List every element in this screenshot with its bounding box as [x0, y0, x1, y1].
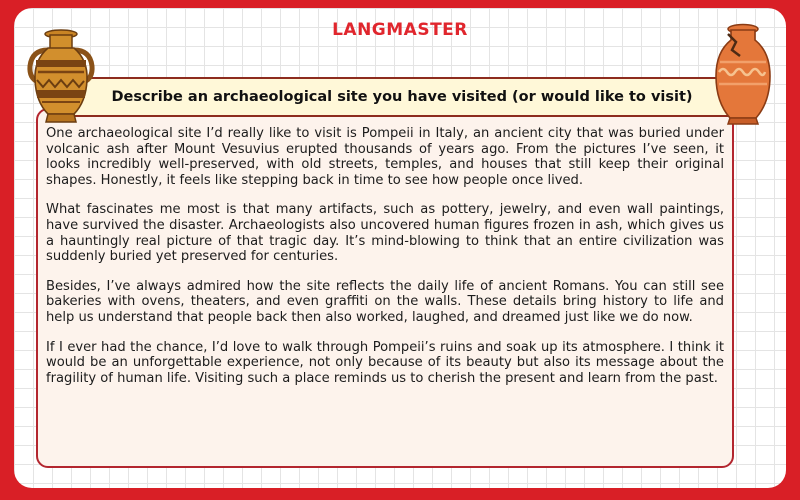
paragraph-3: Besides, I’ve always admired how the site reflects the daily life of ancient Romans. You can still see bakeries with ovens, theaters, and even graffiti on the walls. These details bring history to life and help us understand that people back then also worked, laughed, and dreamed just like we do now. [46, 278, 724, 325]
brand-logo: LANGMASTER [332, 20, 468, 40]
terracotta-vase-icon [706, 22, 780, 126]
answer-body [46, 126, 724, 400]
paragraph-2: What fascinates me most is that many artifacts, such as pottery, jewelry, and even wall paintings, have survived the disaster. Archaeologists also uncovered human figures frozen in ash, which gives us a hauntingly real picture of that tragic day. It’s mind-blowing to think that an entire civilization was suddenly buried yet preserved for centuries. [46, 202, 724, 265]
paragraph-4: If I ever had the chance, I’d love to walk through Pompeii’s ruins and soak up its atmosphere. I think it would be an unforgettable experience, not only because of its beauty but also its message about the fragility of human life. Visiting such a place reminds us to cherish the present and learn from the past. [46, 339, 724, 386]
paragraph-1: One archaeological site I’d really like to visit is Pompeii in Italy, an ancient city that was buried under volcanic ash after Mount Vesuvius erupted thousands of years ago. From the pictures I’ve seen, it looks incredibly well-preserved, with old streets, temples, and houses that still keep their original shapes. Honestly, it feels like stepping back in time to see how people once lived. [46, 126, 724, 188]
question-title: Describe an archaeological site you have visited (or would like to visit) [66, 77, 738, 117]
amphora-vase-icon [22, 28, 100, 126]
